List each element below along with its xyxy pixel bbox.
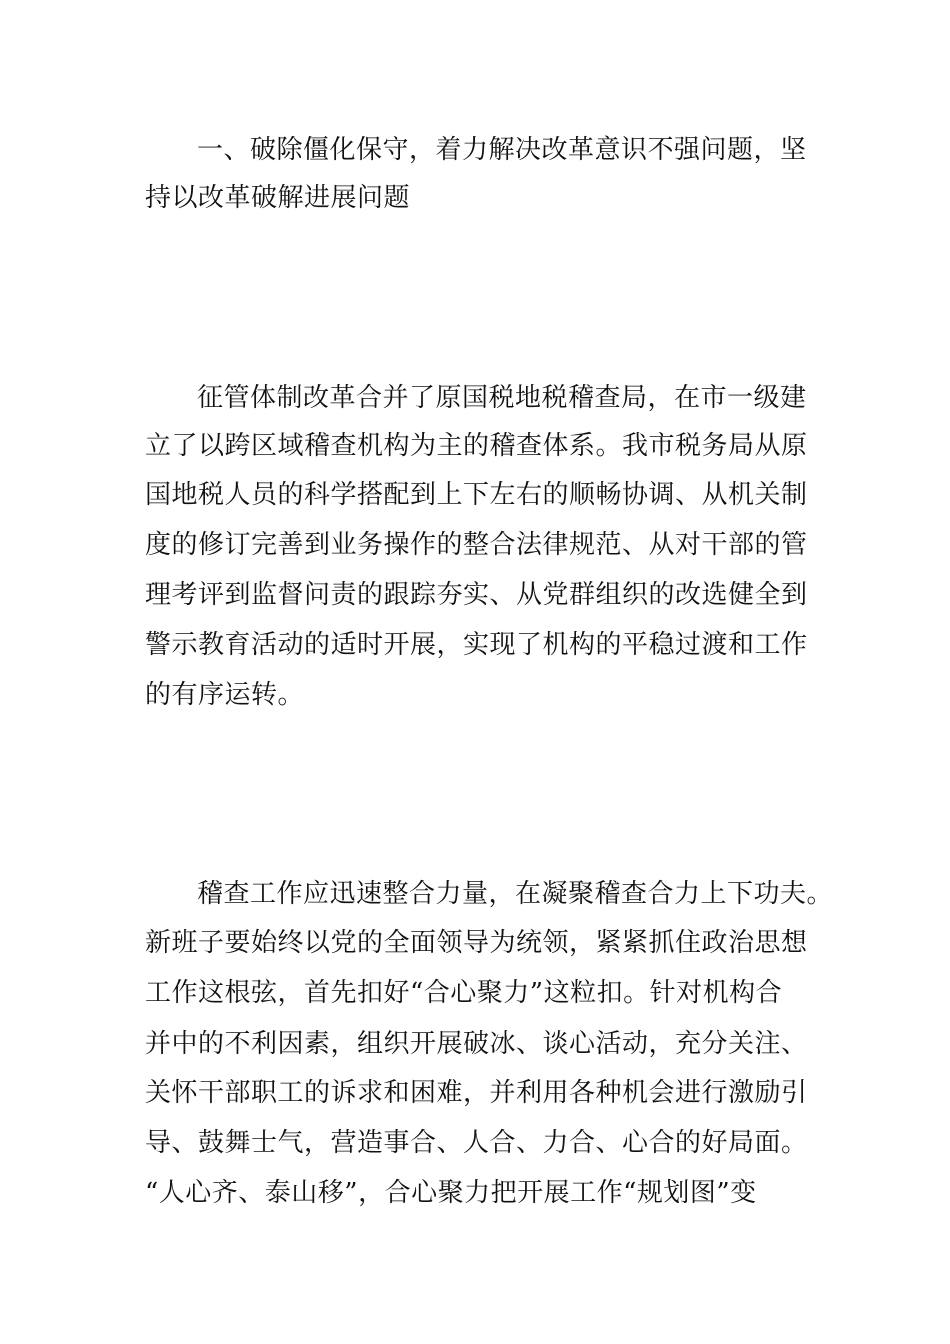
paragraph2-line-1: 稽查工作应迅速整合力量，在凝聚稽查合力上下功夫。 [197,879,834,909]
paragraph1-line-4: 度的修订完善到业务操作的整合法律规范、从对干部的管 [145,530,808,560]
paragraph1-line-5: 理考评到监督问责的跟踪夯实、从党群组织的改选健全到 [145,580,808,610]
paragraph1-line-7: 的有序运转。 [145,680,305,710]
paragraph1-line-1: 征管体制改革合并了原国税地税稽查局，在市一级建 [197,383,807,413]
paragraph2-line-3: 工作这根弦，首先扣好“合心聚力”这粒扣。针对机构合 [145,978,783,1008]
paragraph1-line-2: 立了以跨区域稽查机构为主的稽查体系。我市税务局从原 [145,431,808,461]
paragraph1-line-3: 国地税人员的科学搭配到上下左右的顺畅协调、从机关制 [145,480,808,510]
paragraph2-line-7: “人心齐、泰山移”，合心聚力把开展工作“规划图”变 [145,1178,757,1208]
paragraph2-line-6: 导、鼓舞士气，营造事合、人合、力合、心合的好局面。 [145,1128,808,1158]
paragraph2-line-4: 并中的不利因素，组织开展破冰、谈心活动，充分关注、 [145,1029,808,1059]
paragraph1-line-6: 警示教育活动的适时开展，实现了机构的平稳过渡和工作 [145,630,808,660]
heading-line-2: 持以改革破解进展问题 [145,183,411,213]
paragraph2-line-2: 新班子要始终以党的全面领导为统领，紧紧抓住政治思想 [145,928,808,958]
paragraph2-line-5: 关怀干部职工的诉求和困难，并利用各种机会进行激励引 [145,1078,808,1108]
heading-line-1: 一、破除僵化保守，着力解决改革意识不强问题，坚 [197,135,807,165]
